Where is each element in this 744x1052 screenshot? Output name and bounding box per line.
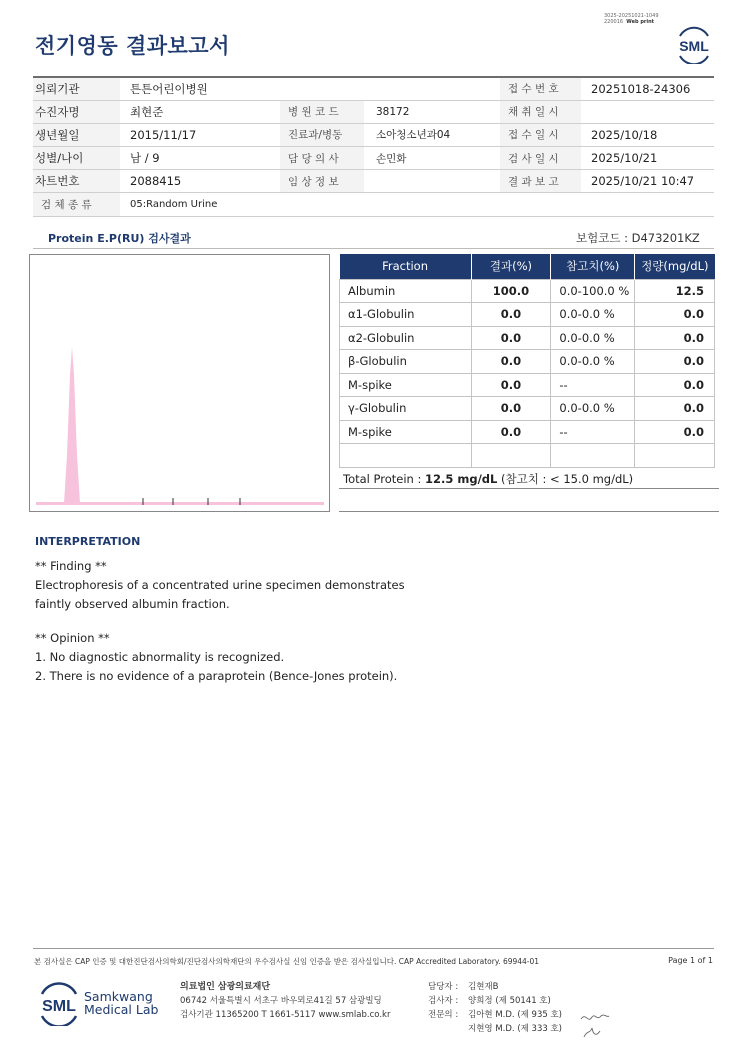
fraction-row: [340, 303, 715, 327]
fraction-name: M-spike: [340, 373, 472, 397]
info-row: [33, 170, 714, 193]
sex-age-value: 남 / 9: [120, 147, 280, 170]
fraction-header-row: [340, 254, 715, 279]
patient-info-table: [33, 76, 714, 217]
staff-row: 검사자 : 양희정 (제 50141 호): [428, 996, 551, 1006]
header-amount: 정량(mg/dL): [635, 254, 715, 279]
total-protein-value: 12.5 mg/dL: [425, 472, 498, 486]
staff-info: [428, 980, 562, 1036]
fraction-amount: 0.0: [635, 397, 715, 421]
fraction-result: 0.0: [471, 303, 551, 327]
fraction-result: 0.0: [471, 397, 551, 421]
fraction-table: [339, 254, 715, 468]
fraction-name: β-Globulin: [340, 350, 472, 374]
request-org-label: 의뢰기관: [33, 77, 120, 100]
doctor-value: 손민화: [364, 147, 500, 170]
sml-logo-text: SML: [679, 38, 709, 54]
fraction-amount: 12.5: [635, 279, 715, 303]
org-contact: 검사기관 11365200 T 1661-5117 www.smlab.co.kr: [180, 1010, 391, 1020]
fraction-row: [340, 420, 715, 444]
test-date-label: 검 사 일 시: [500, 147, 581, 170]
receipt-no-value: 20251018-24306: [581, 77, 714, 100]
info-row: [33, 123, 714, 146]
fraction-ref: 0.0-0.0 %: [551, 326, 635, 350]
fraction-result: 100.0: [471, 279, 551, 303]
info-row: [33, 147, 714, 170]
fraction-ref: 0.0-0.0 %: [551, 303, 635, 327]
receipt-date-value: 2025/10/18: [581, 123, 714, 146]
fraction-row-empty: [340, 444, 715, 468]
chart-no-value: 2088415: [120, 170, 280, 193]
section-title: Protein E.P(RU) 검사결과: [48, 232, 191, 245]
fraction-name: α2-Globulin: [340, 326, 472, 350]
opinion-line: 1. No diagnostic abnormality is recognized.: [35, 650, 285, 664]
fraction-ref: --: [551, 373, 635, 397]
patient-label: 수진자명: [33, 100, 120, 123]
fraction-row: [340, 279, 715, 303]
total-divider: [339, 511, 719, 512]
info-row: [33, 193, 714, 216]
finding-line: Electrophoresis of a concentrated urine specimen demonstrates: [35, 578, 405, 592]
fraction-amount: 0.0: [635, 420, 715, 444]
specimen-label: 검 체 종 류: [33, 193, 120, 216]
fraction-ref: --: [551, 420, 635, 444]
fraction-name: γ-Globulin: [340, 397, 472, 421]
request-org-value: 튼튼어린이병원: [120, 77, 500, 100]
clinical-label: 임 상 정 보: [280, 170, 364, 193]
report-value: 2025/10/21 10:47: [581, 170, 714, 193]
fraction-name: α1-Globulin: [340, 303, 472, 327]
dept-value: 소아청소년과04: [364, 123, 500, 146]
brand-line: Medical Lab: [84, 1002, 159, 1017]
clinical-value: [364, 170, 500, 193]
report-title: 전기영동 결과보고서: [35, 34, 230, 58]
webprint-stamp: 3025-20251021-1049 220016 Web print: [604, 13, 659, 25]
fraction-result: 0.0: [471, 326, 551, 350]
electrophoresis-curve-svg: [30, 255, 329, 511]
hospital-code-label: 병 원 코 드: [280, 100, 364, 123]
brand-line: Samkwang: [84, 989, 153, 1004]
footer-sml-logo-icon: [37, 982, 81, 1026]
opinion-line: 2. There is no evidence of a paraprotein (Bence-Jones protein).: [35, 669, 398, 683]
hospital-code-value: 38172: [364, 100, 500, 123]
sex-age-label: 성별/나이: [33, 147, 120, 170]
fraction-amount: 0.0: [635, 303, 715, 327]
finding-line: faintly observed albumin fraction.: [35, 597, 230, 611]
fraction-row: [340, 397, 715, 421]
sml-logo-icon: [674, 26, 714, 64]
electrophoresis-graph: [29, 254, 330, 512]
info-row: [33, 100, 714, 123]
fraction-result: 0.0: [471, 350, 551, 374]
fraction-row: [340, 373, 715, 397]
collect-value: [581, 100, 714, 123]
fraction-amount: 0.0: [635, 373, 715, 397]
total-protein-label: Total Protein :: [343, 472, 426, 486]
test-date-value: 2025/10/21: [581, 147, 714, 170]
section-divider: [33, 248, 714, 249]
albumin-peak: [36, 347, 324, 505]
footer-divider: [33, 948, 714, 949]
staff-row: 지현영 M.D. (제 333 호): [468, 1024, 563, 1034]
header-fraction: Fraction: [340, 254, 472, 279]
receipt-date-label: 접 수 일 시: [500, 123, 581, 146]
header-result: 결과(%): [471, 254, 551, 279]
staff-row: 전문의 : 김아현 M.D. (제 935 호): [428, 1010, 563, 1020]
dept-label: 진료과/병동: [280, 123, 364, 146]
org-name: 의료법인 삼광의료재단: [180, 982, 271, 992]
fraction-ref: 0.0-0.0 %: [551, 350, 635, 374]
patient-value: 최현준: [120, 100, 280, 123]
org-info: [180, 980, 390, 1022]
fraction-ref: 0.0-0.0 %: [551, 397, 635, 421]
chart-no-label: 차트번호: [33, 170, 120, 193]
doctor-label: 담 당 의 사: [280, 147, 364, 170]
page-number: Page 1 of 1: [668, 956, 713, 965]
certification-text: 본 검사실은 CAP 인증 및 대한진단검사의학회/진단검사의학재단의 우수검사실 신임 인증을 받은 검사실입니다. CAP Accredited Laboratory. 69944-01: [34, 957, 540, 966]
info-row: [33, 77, 714, 100]
total-divider: [339, 488, 719, 489]
fraction-amount: 0.0: [635, 326, 715, 350]
interpretation-text: [35, 557, 405, 686]
total-protein: [343, 471, 633, 487]
footer-brand: [84, 990, 158, 1016]
fraction-row: [340, 350, 715, 374]
dob-value: 2015/11/17: [120, 123, 280, 146]
finding-heading: ** Finding **: [35, 559, 107, 573]
collect-label: 채 취 일 시: [500, 100, 581, 123]
total-protein-ref: (참고치 : < 15.0 mg/dL): [497, 472, 634, 486]
fraction-name: Albumin: [340, 279, 472, 303]
report-label: 결 과 보 고: [500, 170, 581, 193]
staff-row: 담당자 : 김현재B: [428, 982, 499, 992]
fraction-result: 0.0: [471, 373, 551, 397]
dob-label: 생년월일: [33, 123, 120, 146]
receipt-no-label: 접 수 번 호: [500, 77, 581, 100]
org-address: 06742 서울특별시 서초구 바우뫼로41길 57 삼광빌딩: [180, 996, 382, 1006]
fraction-row: [340, 326, 715, 350]
fraction-name: M-spike: [340, 420, 472, 444]
specimen-value: 05:Random Urine: [120, 193, 714, 216]
fraction-ref: 0.0-100.0 %: [551, 279, 635, 303]
header-reference: 참고치(%): [551, 254, 635, 279]
fraction-result: 0.0: [471, 420, 551, 444]
fraction-amount: 0.0: [635, 350, 715, 374]
opinion-heading: ** Opinion **: [35, 631, 110, 645]
interpretation-heading: INTERPRETATION: [35, 535, 141, 548]
insurance-code: 보험코드 : D473201KZ: [576, 231, 700, 245]
signature-icon: [578, 1010, 612, 1042]
footer-logo-text: SML: [42, 998, 76, 1015]
